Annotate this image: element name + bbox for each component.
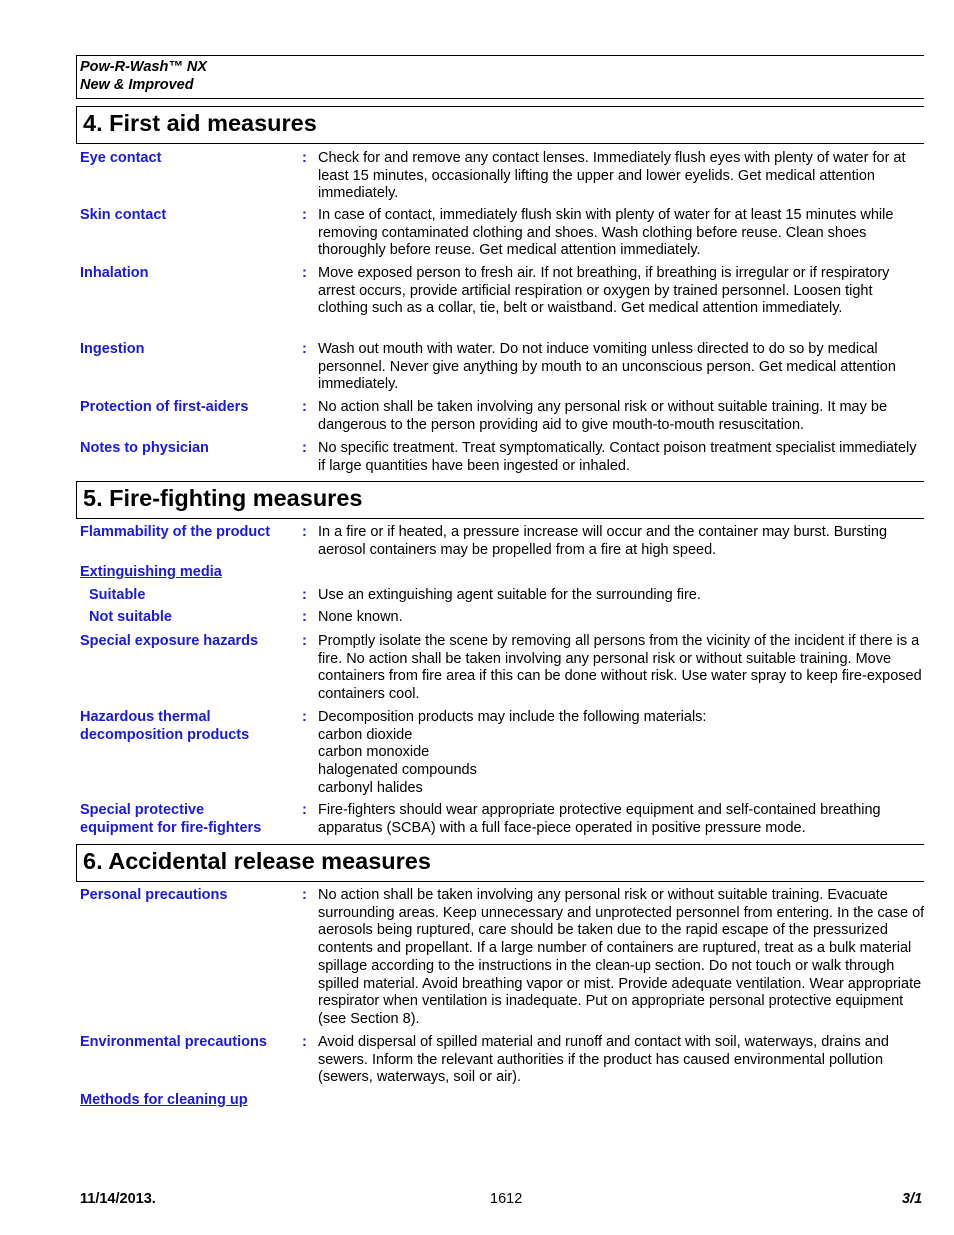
protective-equipment-text: Fire-fighters should wear appropriate protective equipment and self-contained breathing apparatus (SCBA) with a full face-piece operated in positive pressure mode.	[318, 802, 881, 836]
colon: :	[302, 399, 307, 415]
ingestion-label: Ingestion	[80, 341, 145, 357]
decomposition-text	[318, 709, 926, 798]
inhalation-text: Move exposed person to fresh air. If not breathing, if breathing is irregular or if respiratory arrest occurs, provide artificial respiration or oxygen by trained personnel. Loosen tight clothing such as a collar, tie, belt or waistband. Get medical attention immediately.	[318, 265, 890, 317]
notes-to-physician-text: No specific treatment. Treat symptomatically. Contact poison treatment specialist immediately if large quantities have been ingested or inhaled.	[318, 440, 917, 474]
colon: :	[302, 709, 307, 725]
decomposition-item: carbon monoxide	[318, 744, 430, 761]
skin-contact-label: Skin contact	[80, 207, 167, 223]
protective-equipment-label-line2: equipment for fire-fighters	[80, 819, 262, 836]
colon: :	[302, 150, 307, 166]
colon: :	[302, 587, 307, 603]
section-6-heading-box	[76, 844, 924, 882]
personal-precautions-label: Personal precautions	[80, 887, 228, 903]
colon: :	[302, 207, 307, 223]
not-suitable-label: Not suitable	[89, 609, 172, 625]
protective-equipment-label	[80, 802, 295, 837]
flammability-label: Flammability of the product	[80, 524, 271, 540]
extinguishing-media-heading: Extinguishing media	[80, 564, 222, 580]
colon: :	[302, 341, 307, 357]
special-exposure-text: Promptly isolate the scene by removing all persons from the vicinity of the incident if there is a fire. No action shall be taken involving any personal risk or without suitable training. Move containers from fire area if this can be done without risk. Use water spray to keep fire-exposed containers cool.	[318, 633, 922, 703]
section-4-heading-box	[76, 106, 924, 144]
protection-first-aiders-text: No action shall be taken involving any personal risk or without suitable training. It may be dangerous to the person providing aid to give mouth-to-mouth resuscitation.	[318, 399, 888, 433]
section-4-title: 4. First aid measures	[83, 110, 317, 136]
environmental-precautions-label: Environmental precautions	[80, 1034, 267, 1050]
protection-first-aiders-label: Protection of first-aiders	[80, 399, 249, 415]
decomposition-item: halogenated compounds	[318, 762, 477, 779]
colon: :	[302, 887, 307, 903]
eye-contact-label: Eye contact	[80, 150, 162, 166]
methods-cleaning-heading: Methods for cleaning up	[80, 1092, 248, 1108]
decomposition-intro: Decomposition products may include the following materials:	[318, 709, 707, 725]
colon: :	[302, 440, 307, 456]
footer-page-number: 3/1	[902, 1191, 923, 1207]
section-5-title: 5. Fire-fighting measures	[83, 485, 363, 511]
product-name: Pow-R-Wash™ NX	[80, 59, 208, 75]
colon: :	[302, 1034, 307, 1050]
section-6-title: 6. Accidental release measures	[83, 848, 431, 874]
colon: :	[302, 802, 307, 818]
product-subtitle: New & Improved	[80, 77, 194, 93]
personal-precautions-text: No action shall be taken involving any personal risk or without suitable training. Evacuate surrounding areas. Keep unnecessary and unprotected personnel from entering. In the case of aerosols being ruptured, care should be taken due to the rapid escape of the pressurized contents and propellant. If a large number of containers are ruptured, treat as a bulk material spillage according to the instructions in the clean-up section. Do not touch or walk through spilled material. Avoid breathing vapor or mist. Provide adequate ventilation. Wear appropriate respirator when ventilation is inadequate. Put on appropriate personal protective equipment (see Section 8).	[318, 887, 925, 1027]
notes-to-physician-label: Notes to physician	[80, 440, 209, 456]
suitable-text: Use an extinguishing agent suitable for the surrounding fire.	[318, 587, 701, 603]
decomposition-item: carbonyl halides	[318, 779, 423, 796]
colon: :	[302, 524, 307, 540]
colon: :	[302, 633, 307, 649]
special-exposure-label: Special exposure hazards	[80, 633, 259, 649]
colon: :	[302, 609, 307, 625]
decomposition-label-line2: decomposition products	[80, 726, 250, 743]
decomposition-item: carbon dioxide	[318, 726, 413, 743]
ingestion-text: Wash out mouth with water. Do not induce vomiting unless directed to do so by medical personnel. Never give anything by mouth to an unconscious person. Get medical attention immediately.	[318, 341, 896, 393]
protective-equipment-label-line1: Special protective	[80, 802, 205, 818]
skin-contact-text: In case of contact, immediately flush skin with plenty of water for at least 15 minutes while removing contaminated clothing and shoes. Wash clothing before reuse. Clean shoes thoroughly before reuse. Get medical attention immediately.	[318, 207, 894, 259]
eye-contact-text: Check for and remove any contact lenses. Immediately flush eyes with plenty of water for at least 15 minutes, occasionally lifting the upper and lower eyelids. Get medical attention immediately.	[318, 150, 906, 202]
flammability-text: In a fire or if heated, a pressure increase will occur and the container may burst. Bursting aerosol containers may be propelled from a fire at high speed.	[318, 524, 888, 558]
footer-code: 1612	[490, 1191, 523, 1207]
footer-date: 11/14/2013.	[80, 1191, 156, 1207]
inhalation-label: Inhalation	[80, 265, 149, 281]
section-5-heading-box	[76, 481, 924, 519]
decomposition-label	[80, 709, 295, 744]
environmental-precautions-text: Avoid dispersal of spilled material and runoff and contact with soil, waterways, drains and sewers. Inform the relevant authorities if the product has caused environmental pollution (sewers, waterways, soil or air).	[318, 1034, 889, 1086]
suitable-label: Suitable	[89, 587, 146, 603]
decomposition-label-line1: Hazardous thermal	[80, 709, 211, 725]
colon: :	[302, 265, 307, 281]
not-suitable-text: None known.	[318, 609, 403, 625]
